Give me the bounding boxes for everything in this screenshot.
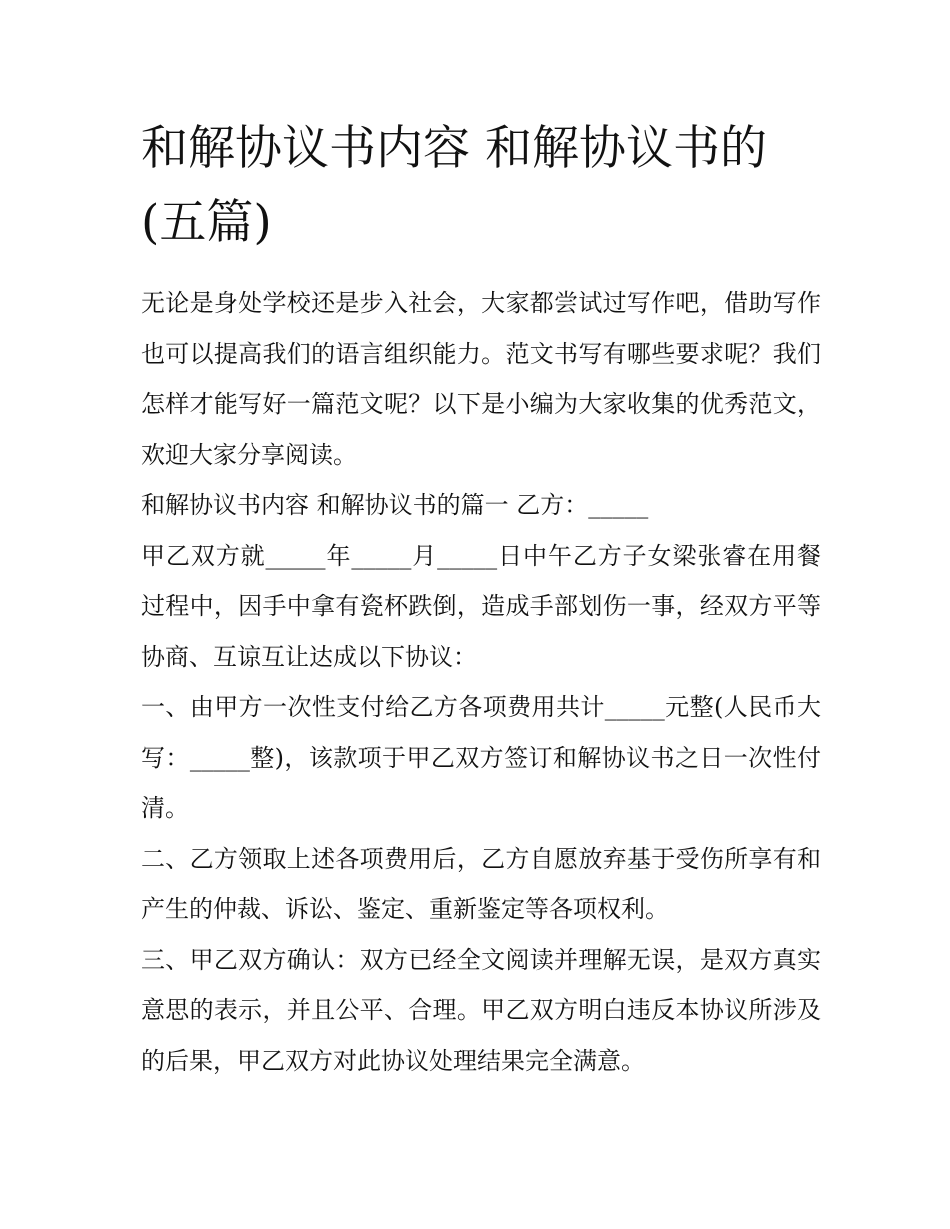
document-body — [141, 278, 821, 1086]
intro-paragraph: 无论是身处学校还是步入社会，大家都尝试过写作吧，借助写作也可以提高我们的语言组织能力。范文书写有哪些要求呢？我们怎样才能写好一篇范文呢？以下是小编为大家收集的优秀范文，欢迎大家分享阅读。 — [141, 289, 821, 469]
clause-two: 二、乙方领取上述各项费用后，乙方自愿放弃基于受伤所享有和产生的仲裁、诉讼、鉴定、重新鉴定等各项权利。 — [141, 844, 821, 923]
clause-one: 一、由甲方一次性支付给乙方各项费用共计_____元整(人民币大写：_____整)，该款项于甲乙双方签订和解协议书之日一次性付清。 — [141, 693, 821, 822]
incident-paragraph: 甲乙双方就_____年_____月_____日中午乙方子女梁张睿在用餐过程中，因手中拿有瓷杯跌倒，造成手部划伤一事，经双方平等协商、互谅互让达成以下协议： — [141, 541, 821, 671]
clause-three: 三、甲乙双方确认：双方已经全文阅读并理解无误，是双方真实意思的表示，并且公平、合理。甲乙双方明白违反本协议所涉及的后果，甲乙双方对此协议处理结果完全满意。 — [141, 945, 821, 1075]
document-title: 和解协议书内容 和解协议书的(五篇) — [141, 121, 767, 250]
section-heading: 和解协议书内容 和解协议书的篇一 乙方：_____ — [141, 491, 649, 519]
